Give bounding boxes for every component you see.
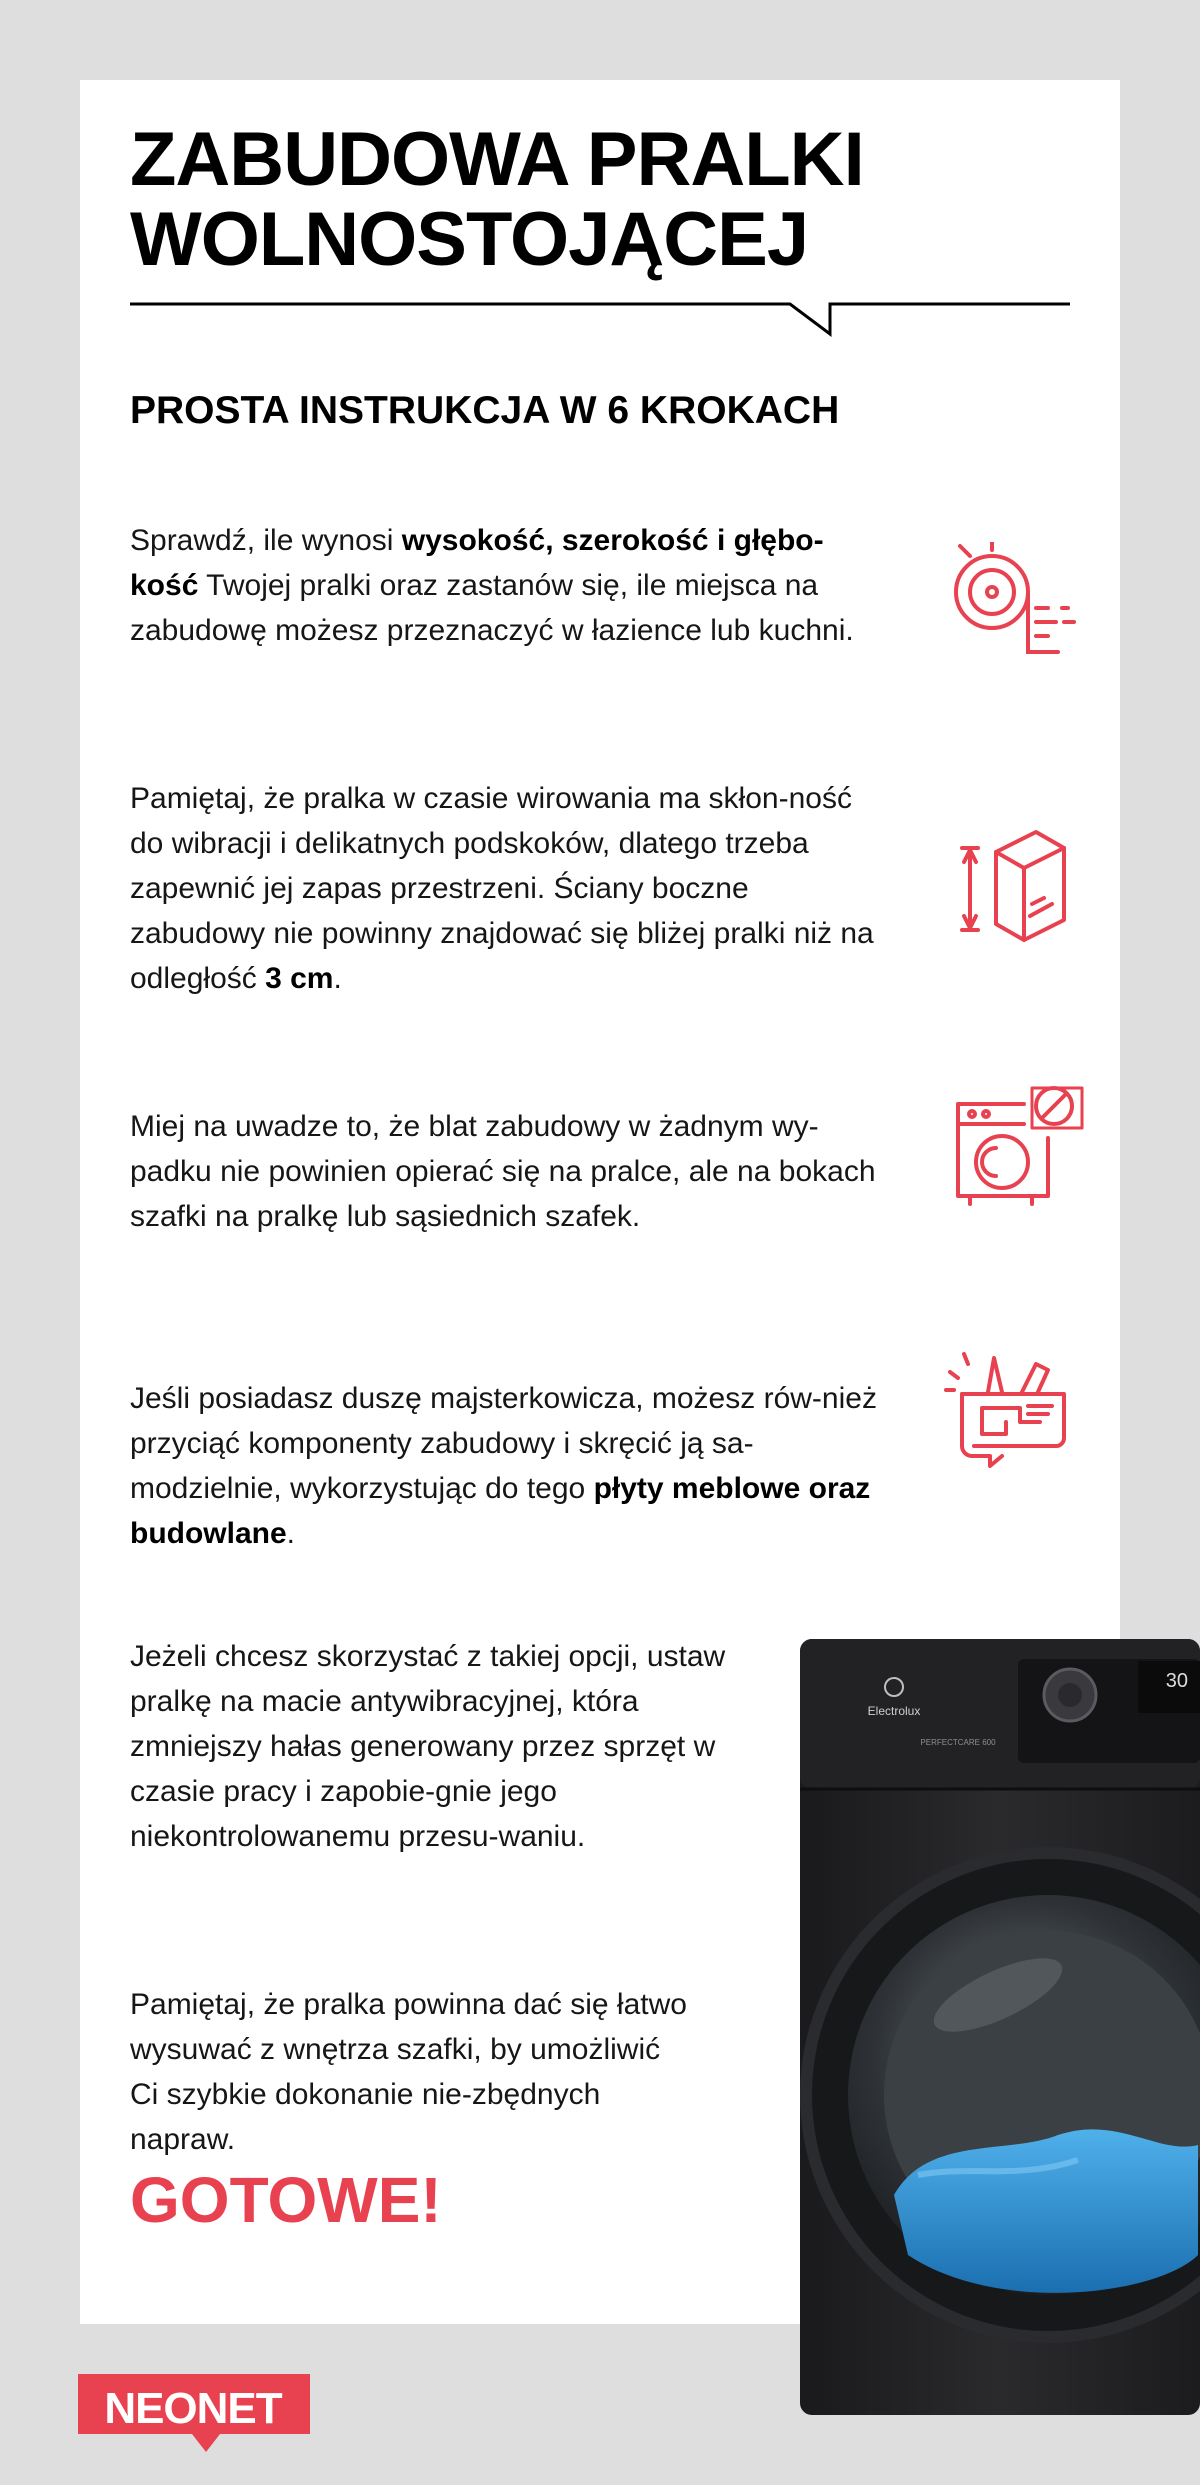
washer-brand: Electrolux (867, 1704, 921, 1718)
washer-no-load-icon (950, 1080, 1090, 1210)
title-line-2: WOLNOSTOJĄCEJ (130, 197, 809, 282)
washing-machine-image (798, 1635, 1200, 2415)
washer-series: PERFECTCARE 600 (920, 1738, 996, 1747)
diy-tools-icon (944, 1334, 1084, 1474)
page-title (130, 117, 1030, 282)
done-label: GOTOWE! (130, 2164, 442, 2236)
title-line-1: ZABUDOWA PRALKI (130, 117, 864, 202)
step-2-text: Pamiętaj, że pralka w czasie wirowania ma skłon-ność do wibracji i delikatnych podskoków, dlatego trzeba zapewnić jej zapas przestrzeni. Ściany boczne zabudowy nie powinny znajdować się bliżej pralki niż na odległość 3 cm. (130, 782, 874, 995)
step-4-text: Jeśli posiadasz duszę majsterkowicza, możesz rów-nież przyciąć komponenty zabudowy i skręcić ją sa-modzielnie, wykorzystując do tego płyty meblowe oraz budowlane. (130, 1382, 877, 1550)
step-3-text: Miej na uwadze to, że blat zabudowy w żadnym wy-padku nie powinien opierać się na pralce, ale na bokach szafki na pralkę lub sąsiednich szafek. (130, 1110, 876, 1233)
step-5-text: Jeżeli chcesz skorzystać z takiej opcji, ustaw pralkę na macie antywibracyjnej, która zmniejszy hałas generowany przez sprzęt w czasie pracy i zapobie-gnie jego niekontrolowanemu przesu-waniu. (130, 1640, 726, 1853)
step-2-emphasis: 3 cm (265, 962, 334, 995)
step-1-emphasis: wysokość, szerokość i głębo-kość (130, 524, 824, 602)
measuring-tape-icon (950, 542, 1080, 672)
neonet-logo-text: NEONET (104, 2384, 282, 2433)
step-4-emphasis: płyty meblowe oraz budowlane (130, 1472, 871, 1550)
speech-bubble-divider (130, 302, 1070, 338)
step-1-text: Sprawdź, ile wynosi wysokość, szerokość i głębo-kość Twojej pralki oraz zastanów się, ile miejsca na zabudowę możesz przeznaczyć w łazience lub kuchni. (130, 524, 854, 647)
page-subtitle: PROSTA INSTRUKCJA W 6 KROKACH (130, 389, 840, 432)
washer-display: 30 (1165, 1670, 1188, 1692)
step-6-text: Pamiętaj, że pralka powinna dać się łatwo wysuwać z wnętrza szafki, by umożliwić Ci szybkie dokonanie nie-zbędnych napraw. (130, 1988, 687, 2156)
dimensions-box-icon (956, 820, 1086, 950)
